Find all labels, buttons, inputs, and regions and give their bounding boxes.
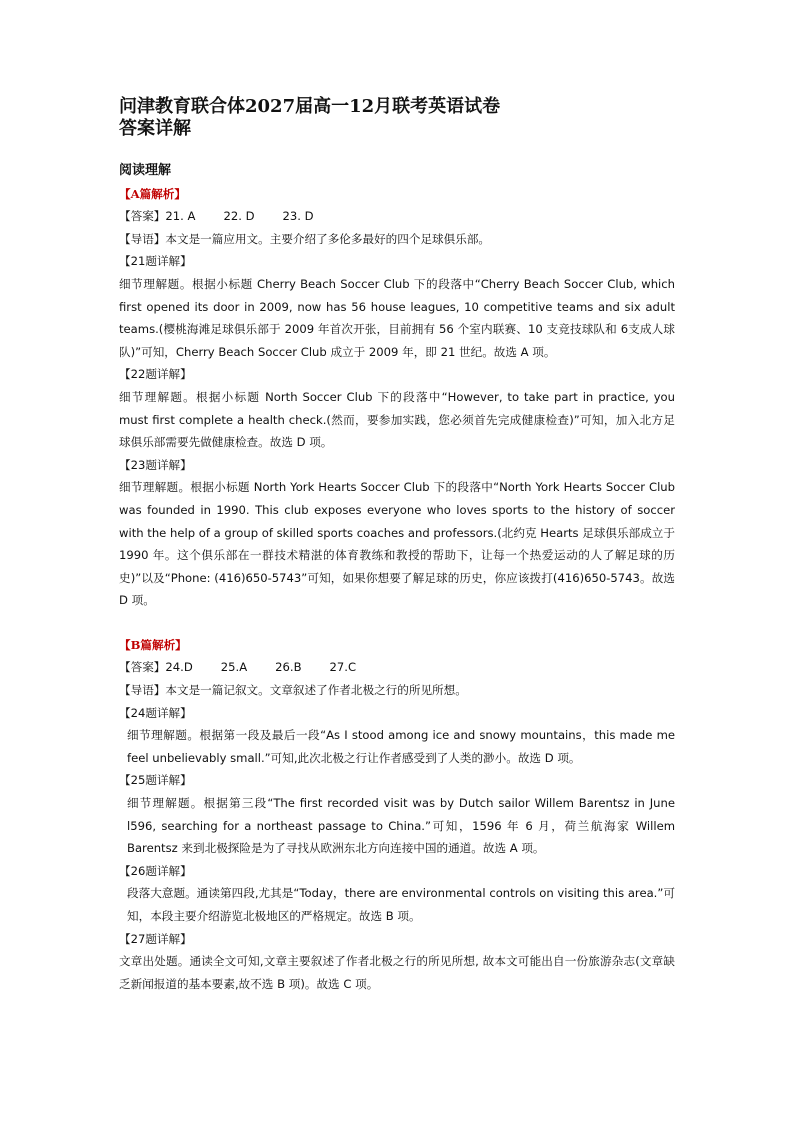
answer-23: 23. D xyxy=(282,209,314,224)
answers-label: 【答案】 xyxy=(119,660,166,675)
q24-explanation: 细节理解题。根据第一段及最后一段“As I stood among ice and snowy mountains，this made me feel unbelievably small.”可知,此次北极之行让作者感受到了人类的渺小。故选 D 项。 xyxy=(127,728,675,765)
part-b-header: 【B篇解析】 xyxy=(119,637,187,652)
q22-heading: 【22题详解】 xyxy=(119,367,192,382)
q23-explanation: 细节理解题。根据小标题 North York Hearts Soccer Club 下的段落中“North York Hearts Soccer Club was founded in 1990. This club exposes everyone who loves sports to the history of soccer with the help of a group of skilled sports coaches and professors.(北约克 Hearts 足球俱乐部成立于 1990 年。这个俱乐部在一群技术精湛的体育教练和教授的帮助下，让每一个热爱运动的人了解足球的历史)”以及“Phone: (416)650-5743”可知，如果你想要了解足球的历史，你应该拨打(416)650-5743。故选 D 项。 xyxy=(119,480,675,608)
answer-21: 21. A xyxy=(165,209,196,224)
part-b-guide: 【导语】本文是一篇记叙文。文章叙述了作者北极之行的所见所想。 xyxy=(119,683,467,698)
q26-explanation: 段落大意题。通读第四段,尤其是“Today，there are environmental controls on visiting this area.”可知，本段主要介绍游览北极地区的严格规定。故选 B 项。 xyxy=(127,886,675,923)
q27-heading: 【27题详解】 xyxy=(119,931,192,946)
answer-22: 22. D xyxy=(223,209,255,224)
q21-heading: 【21题详解】 xyxy=(119,254,192,269)
q21-explanation: 细节理解题。根据小标题 Cherry Beach Soccer Club 下的段落中“Cherry Beach Soccer Club, which first opened its door in 2009, now has 56 house leagues, 10 competitive teams and six adult teams.(樱桃海滩足球俱乐部于 2009 年首次开张，目前拥有 56 个室内联赛、10 支竞技球队和 6支成人球队)”可知，Cherry Beach Soccer Club 成立于 2009 年，即 21 世纪。故选 A 项。 xyxy=(119,276,675,359)
document-subtitle: 答案详解 xyxy=(119,118,191,139)
part-a-header: 【A篇解析】 xyxy=(119,186,186,201)
q26-heading: 【26题详解】 xyxy=(119,863,192,878)
document-title: 问津教育联合体2027届高一12月联考英语试卷 xyxy=(119,96,501,117)
q22-explanation: 细节理解题。根据小标题 North Soccer Club 下的段落中“However, to take part in practice, you must first complete a health check.(然而，要参加实践，您必须首先完成健康检查)”可知，加入北方足球俱乐部需要先做健康检查。故选 D 项。 xyxy=(119,389,675,450)
answer-27: 27.C xyxy=(329,660,357,675)
part-a-answers xyxy=(119,205,675,228)
answer-document xyxy=(119,96,675,995)
q24-heading: 【24题详解】 xyxy=(119,705,192,720)
part-b-answers xyxy=(119,656,675,679)
q25-heading: 【25题详解】 xyxy=(119,773,192,788)
q25-explanation: 细节理解题。根据第三段“The first recorded visit was by Dutch sailor Willem Barentsz in June l596, searching for a northeast passage to China.”可知，1596 年 6 月，荷兰航海家 Willem Barentsz 来到北极探险是为了寻找从欧洲东北方向连接中国的通道。故选 A 项。 xyxy=(127,796,675,856)
q27-explanation: 文章出处题。通读全文可知,文章主要叙述了作者北极之行的所见所想, 故本文可能出自一份旅游杂志(文章缺乏新闻报道的基本要素,故不选 B 项)。故选 C 项。 xyxy=(119,954,675,991)
answers-label: 【答案】 xyxy=(119,209,166,224)
answer-24: 24.D xyxy=(165,660,193,675)
answer-26: 26.B xyxy=(275,660,302,675)
q23-heading: 【23题详解】 xyxy=(119,457,192,472)
section-heading: 阅读理解 xyxy=(119,163,172,178)
part-a-guide: 【导语】本文是一篇应用文。主要介绍了多伦多最好的四个足球俱乐部。 xyxy=(119,231,491,246)
answer-25: 25.A xyxy=(220,660,248,675)
